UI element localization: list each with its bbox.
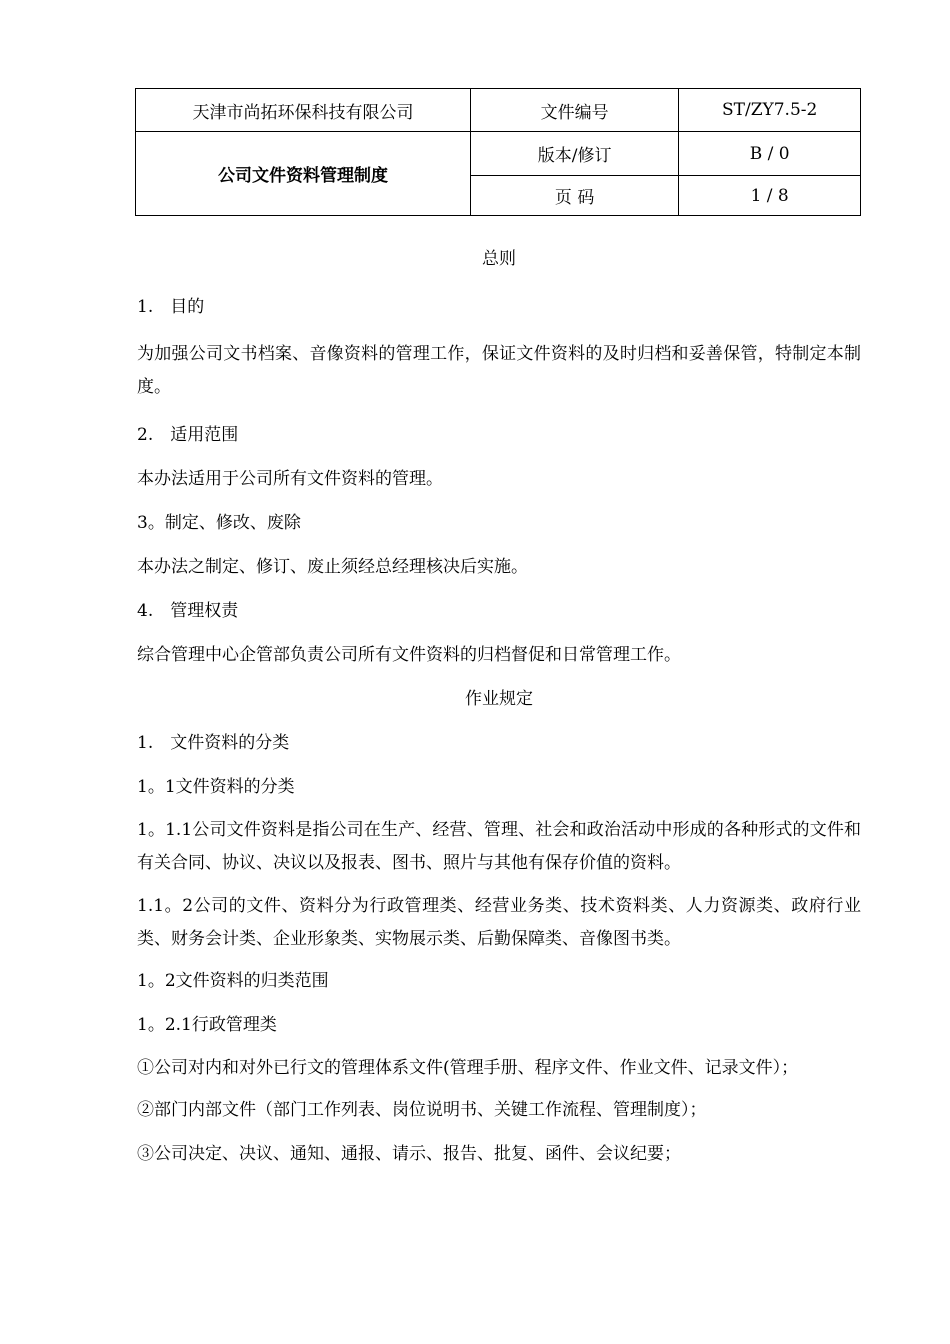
page-value: 1 / 8 <box>679 176 861 216</box>
document-header-table <box>135 88 861 216</box>
text-purpose: 为加强公司文书档案、音像资料的管理工作，保证文件资料的及时归档和妥善保管，特制定本制度。 <box>137 344 861 397</box>
text-scope: 本办法适用于公司所有文件资料的管理。 <box>137 469 443 489</box>
text-classification-1-1-1: 1。1.1公司文件资料是指公司在生产、经营、管理、社会和政治活动中形成的各种形式的文件和有关合同、协议、决议以及报表、图书、照片与其他有保存价值的资料。 <box>137 820 861 873</box>
doc-number-value: ST/ZY7.5-2 <box>679 89 861 132</box>
document-title: 公司文件资料管理制度 <box>136 132 471 216</box>
section-title-operations: 作业规定 <box>465 689 533 709</box>
heading-scope-1-2: 1。2文件资料的归类范围 <box>137 971 329 991</box>
heading-amendment: 3。制定、修改、废除 <box>137 513 301 533</box>
version-label: 版本/修订 <box>470 132 678 176</box>
page-label: 页 码 <box>470 176 678 216</box>
text-responsibility: 综合管理中心企管部负责公司所有文件资料的归档督促和日常管理工作。 <box>137 645 681 665</box>
heading-classification-1-1: 1。1文件资料的分类 <box>137 777 295 797</box>
text-classification-1-1-2: 1.1。2公司的文件、资料分为行政管理类、经营业务类、技术资料类、人力资源类、政府行业类、财务会计类、企业形象类、实物展示类、后勤保障类、音像图书类。 <box>137 896 861 949</box>
company-name: 天津市尚拓环保科技有限公司 <box>136 89 471 132</box>
list-item: ②部门内部文件（部门工作列表、岗位说明书、关键工作流程、管理制度）； <box>137 1100 707 1120</box>
version-value: B / 0 <box>679 132 861 176</box>
heading-responsibility: 4. 管理权责 <box>137 601 239 621</box>
heading-purpose: 1. 目的 <box>137 297 205 317</box>
heading-admin-1-2-1: 1。2.1行政管理类 <box>137 1015 277 1035</box>
list-item: ③公司决定、决议、通知、通报、请示、报告、批复、函件、会议纪要； <box>137 1144 681 1164</box>
section-title-general: 总则 <box>482 249 516 269</box>
text-amendment: 本办法之制定、修订、废止须经总经理核决后实施。 <box>137 557 528 577</box>
document-body <box>137 248 861 1165</box>
heading-scope: 2. 适用范围 <box>137 425 239 445</box>
heading-classification: 1. 文件资料的分类 <box>137 733 290 753</box>
doc-number-label: 文件编号 <box>470 89 678 132</box>
list-item: ①公司对内和对外已行文的管理体系文件(管理手册、程序文件、作业文件、记录文件）； <box>137 1058 799 1078</box>
